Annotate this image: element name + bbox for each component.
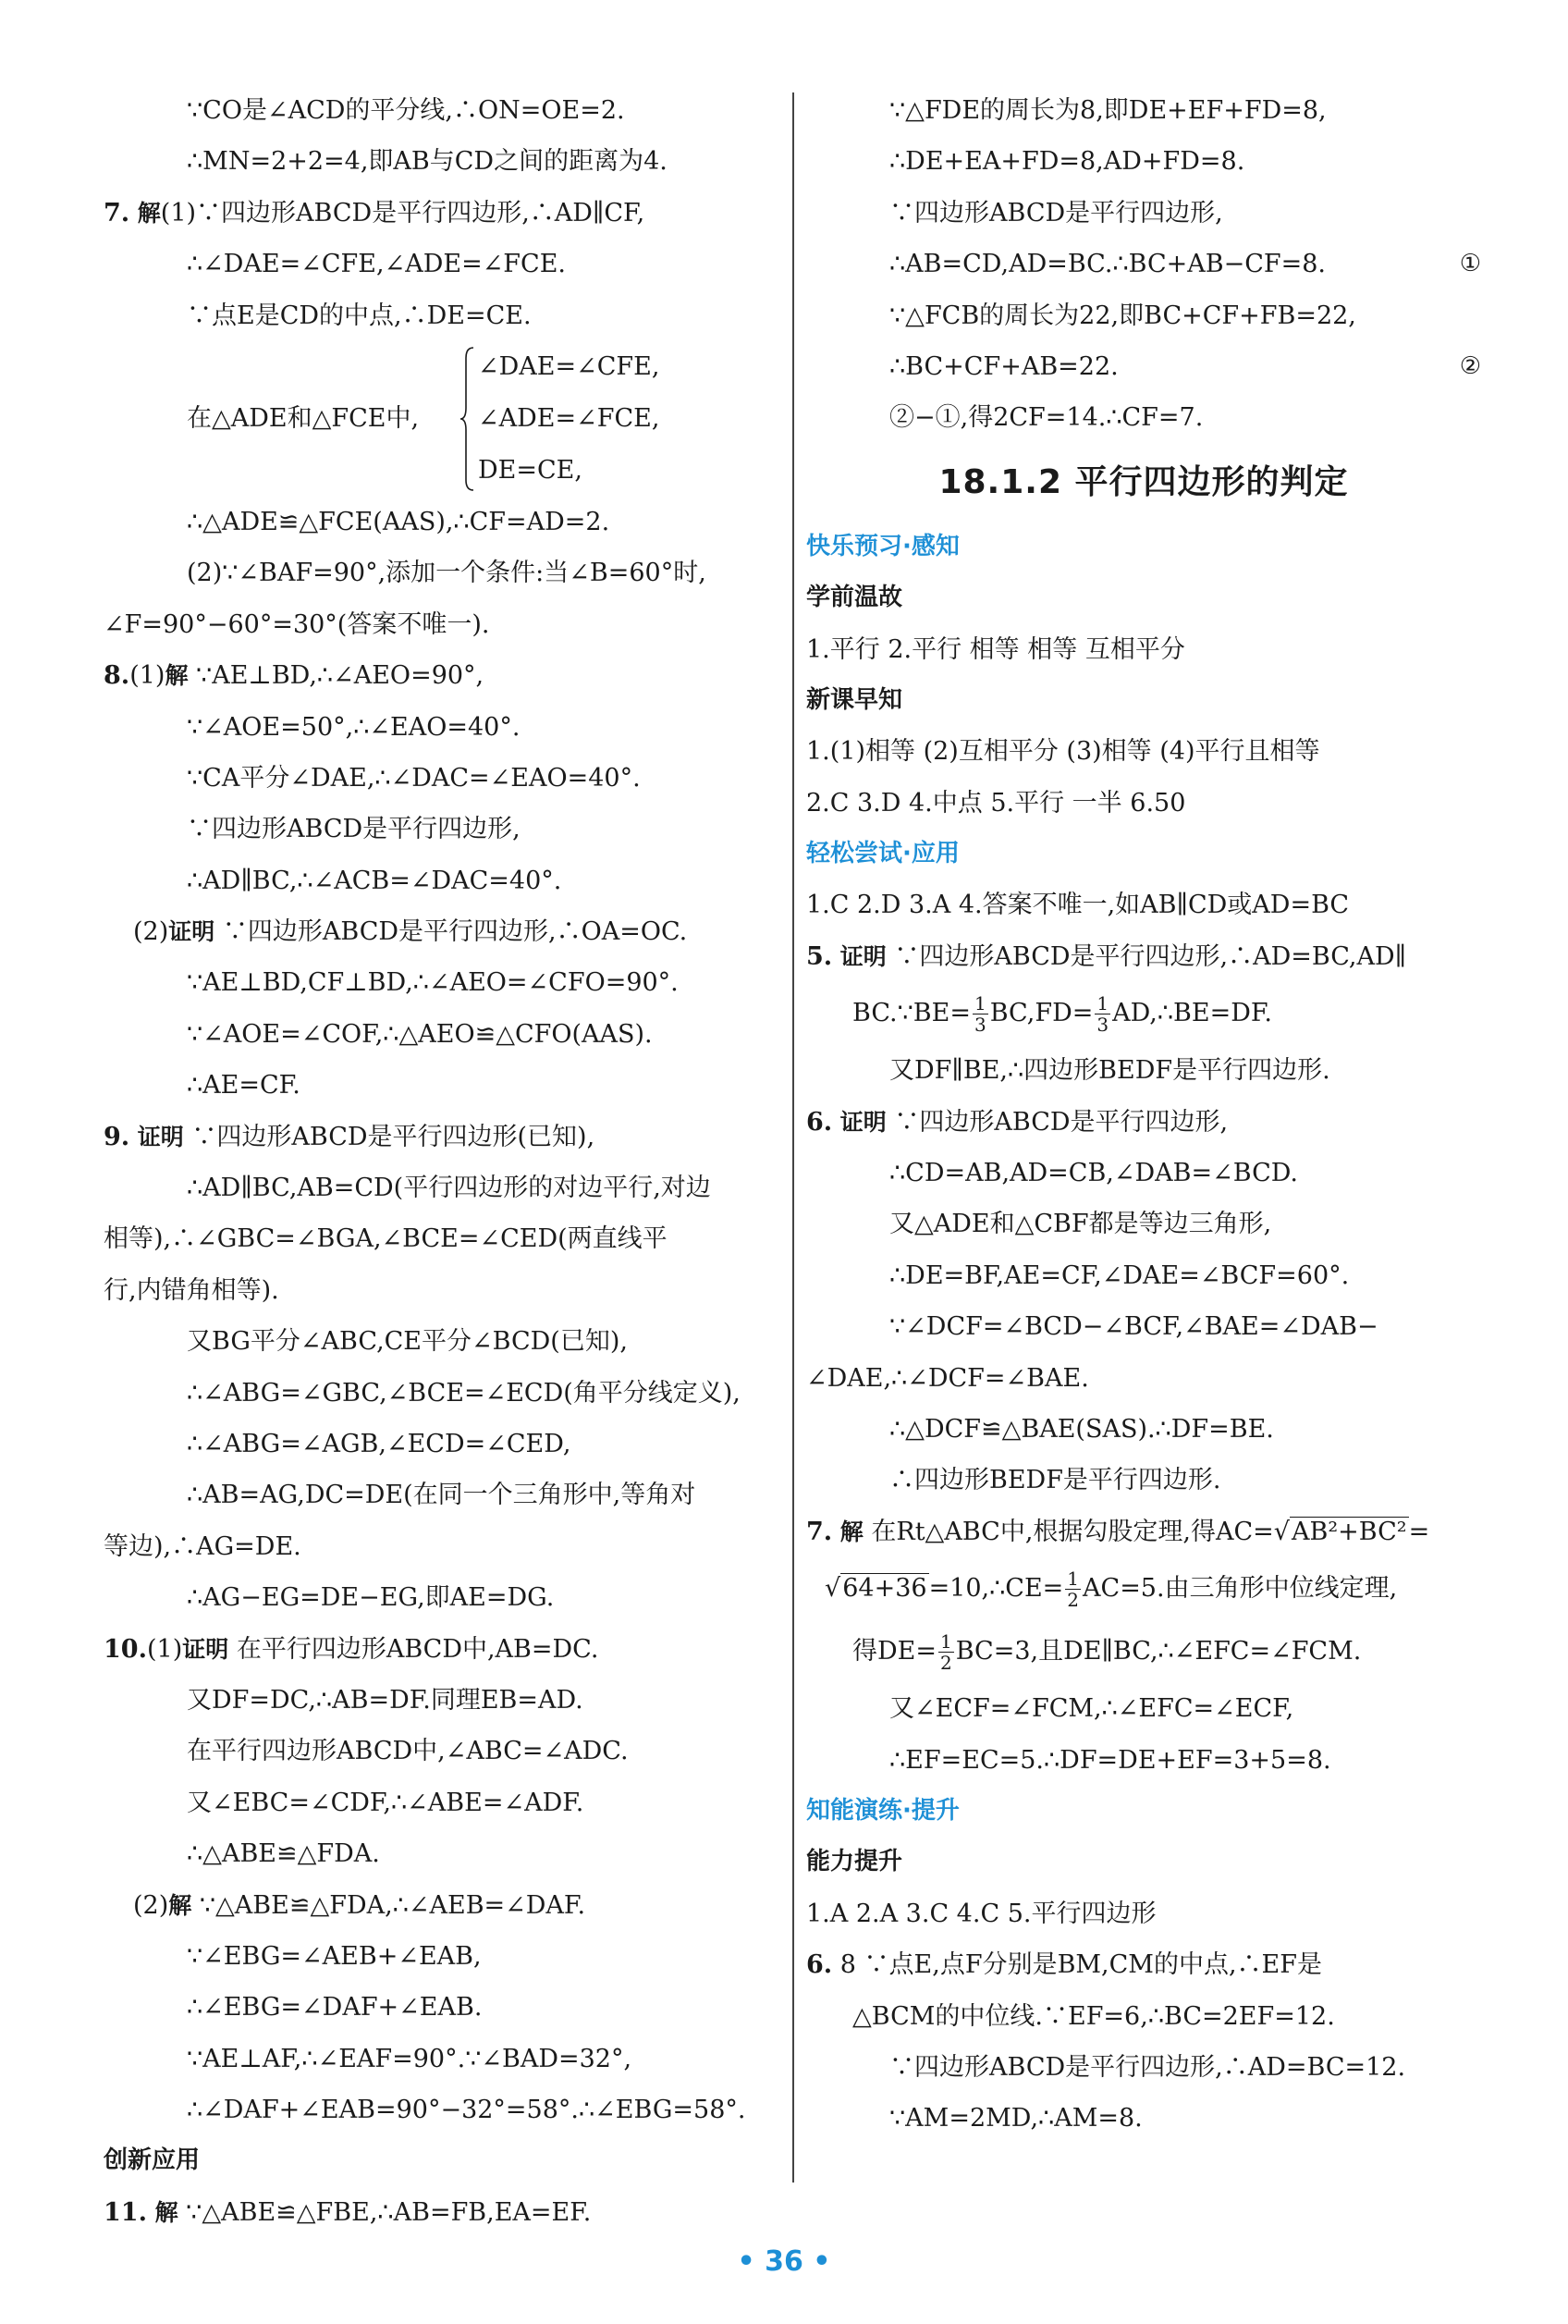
- text-line: 在平行四边形ABCD中,AB=DC.: [228, 1634, 599, 1664]
- solution-keyword: 解: [839, 1518, 864, 1545]
- text-line: 在△ADE和△FCE中,: [187, 403, 420, 433]
- question-number: 10.: [104, 1634, 147, 1664]
- text-line: ∵△FDE的周长为8,即DE+EF+FD=8,: [889, 96, 1327, 125]
- text-line: ∴∠EBG=∠DAF+∠EAB.: [187, 1993, 483, 2023]
- text-line: ∵∠EBG=∠AEB+∠EAB,: [187, 1941, 482, 1971]
- question-9: [104, 1112, 786, 1162]
- subsection-heading: 学前温故: [806, 584, 903, 612]
- question-number: 6.: [806, 1950, 833, 1980]
- text-line-with-mark: [806, 341, 1481, 392]
- text-fragment: BC,FD=: [989, 999, 1094, 1028]
- question-6-ability: [806, 1939, 1481, 1990]
- numerator: 1: [939, 1630, 952, 1654]
- question-11: [104, 2187, 786, 2238]
- question-number: 11.: [104, 2197, 147, 2227]
- answer-line: 1.平行 2.平行 相等 相等 互相平分: [806, 634, 1185, 664]
- fraction: [938, 1631, 954, 1673]
- part-label: (1): [129, 661, 165, 691]
- text-line: ∴四边形BEDF是平行四边形.: [889, 1466, 1221, 1495]
- text-line: ∴EF=EC=5.∴DF=DE+EF=3+5=8.: [889, 1745, 1331, 1775]
- proof-keyword: 证明: [168, 918, 215, 946]
- part-label: (2): [133, 917, 169, 947]
- text-line: ∴AB=CD,AD=BC.∴BC+AB−CF=8.: [889, 250, 1326, 279]
- question-8: [104, 650, 786, 701]
- text-line: ②−①,得2CF=14.∴CF=7.: [889, 403, 1204, 433]
- part-label: (2): [133, 1890, 169, 1920]
- left-brace-icon: [459, 347, 474, 491]
- subsection-heading: 创新应用: [104, 2146, 201, 2175]
- fraction: [1065, 1568, 1081, 1610]
- fraction-line: [806, 982, 1481, 1045]
- numerator: 1: [1096, 992, 1109, 1015]
- fraction-line: [806, 1557, 1481, 1620]
- proof-keyword: 证明: [839, 942, 887, 970]
- section-banner: 知能演练·提升: [806, 1796, 960, 1825]
- solution-keyword: 解: [165, 662, 189, 690]
- text-fragment: BC=3,且DE∥BC,∴∠EFC=∠FCM.: [955, 1637, 1362, 1666]
- section-banner: 快乐预习·感知: [806, 532, 960, 560]
- answer-line: 1.(1)相等 (2)互相平分 (3)相等 (4)平行且相等: [806, 737, 1320, 767]
- fraction: [1095, 993, 1110, 1035]
- question-number: 5.: [806, 941, 833, 971]
- text-line: ∵四边形ABCD是平行四边形,: [187, 815, 521, 844]
- text-line: ∵AE⊥AF,∴∠EAF=90°.∵∠BAD=32°,: [187, 2044, 632, 2073]
- text-line: ∴AG−EG=DE−EG,即AE=DG.: [187, 1583, 555, 1613]
- text-line: ∴△ADE≌△FCE(AAS),∴CF=AD=2.: [187, 507, 610, 536]
- fraction-line: [806, 1620, 1481, 1683]
- text-line: ∴MN=2+2=4,即AB与CD之间的距离为4.: [187, 147, 668, 177]
- sqrt-content: 64+36: [842, 1574, 927, 1604]
- section-banner: 轻松尝试·应用: [806, 840, 960, 868]
- text-fragment: 得DE=: [852, 1637, 937, 1666]
- question-5: [806, 931, 1481, 982]
- sqrt-content: AB²+BC²: [1292, 1517, 1407, 1546]
- text-fragment: =: [1408, 1517, 1430, 1546]
- text-line: ∵四边形ABCD是平行四边形,∴AD=BC=12.: [889, 2052, 1406, 2082]
- numerator: 1: [974, 992, 986, 1015]
- text-line: ∴DE=BF,AE=CF,∠DAE=∠BCF=60°.: [889, 1260, 1350, 1290]
- text-line: ∵AE⊥BD,CF⊥BD,∴∠AEO=∠CFO=90°.: [187, 968, 679, 998]
- solution-keyword: 解: [137, 199, 161, 227]
- text-line: ∠DAE,∴∠DCF=∠BAE.: [806, 1363, 1089, 1393]
- denominator: 3: [1096, 1014, 1109, 1037]
- text-line: ∴△ABE≌△FDA.: [187, 1839, 380, 1869]
- denominator: 3: [974, 1014, 986, 1037]
- text-line: ∴∠ABG=∠AGB,∠ECD=∠CED,: [187, 1429, 571, 1458]
- question-10: [104, 1624, 786, 1675]
- sqrt-sign: √: [825, 1574, 841, 1604]
- text-line: ∵四边形ABCD是平行四边形,: [889, 198, 1223, 227]
- question-10-part-2: [104, 1880, 786, 1931]
- text-line: ∴BC+CF+AB=22.: [889, 351, 1119, 381]
- proof-keyword: 证明: [839, 1108, 887, 1136]
- section-title: 18.1.2 平行四边形的判定: [938, 462, 1349, 501]
- text-line: ∵CA平分∠DAE,∴∠DAC=∠EAO=40°.: [187, 763, 641, 793]
- text-line: DE=CE,: [478, 455, 582, 485]
- text-line: 又DF=DC,∴AB=DF.同理EB=AD.: [187, 1685, 583, 1715]
- text-line: 又DF∥BE,∴四边形BEDF是平行四边形.: [889, 1056, 1330, 1086]
- text-line: ∠ADE=∠FCE,: [478, 403, 660, 433]
- text-fragment: =10,∴CE=: [928, 1574, 1064, 1604]
- congruence-brace-block: [104, 341, 786, 497]
- text-line: ∠F=90°−60°=30°(答案不唯一).: [104, 609, 490, 639]
- numerator: 1: [1067, 1568, 1080, 1591]
- part-label: (1): [146, 1634, 183, 1664]
- question-number: 6.: [806, 1107, 833, 1137]
- text-line: ∵四边形ABCD是平行四边形,∴OA=OC.: [214, 917, 688, 947]
- equation-mark: ②: [1459, 351, 1481, 380]
- text-line: ∴AD∥BC,∴∠ACB=∠DAC=40°.: [187, 866, 562, 895]
- text-fragment: AC=5.由三角形中位线定理,: [1083, 1574, 1398, 1604]
- text-line: (1)∵四边形ABCD是平行四边形,∴AD∥CF,: [160, 198, 645, 227]
- subsection-heading: 新课早知: [806, 685, 903, 714]
- answer-line: 1.A 2.A 3.C 4.C 5.平行四边形: [806, 1899, 1157, 1928]
- solution-keyword: 解: [168, 1891, 192, 1919]
- text-line: ∴AD∥BC,AB=CD(平行四边形的对边平行,对边: [187, 1174, 711, 1203]
- text-line: ∵AE⊥BD,∴∠AEO=90°,: [188, 661, 484, 691]
- text-line: ∴CD=AB,AD=CB,∠DAB=∠BCD.: [889, 1159, 1299, 1188]
- question-number: 9.: [104, 1122, 130, 1151]
- answer-line: 2.C 3.D 4.中点 5.平行 一半 6.50: [806, 788, 1186, 818]
- left-column: [104, 85, 786, 2238]
- text-line: 等边),∴AG=DE.: [104, 1531, 301, 1561]
- text-line: ∴∠ABG=∠GBC,∠BCE=∠ECD(角平分线定义),: [187, 1378, 741, 1408]
- text-line: ∵四边形ABCD是平行四边形,∴AD=BC,AD∥: [886, 941, 1407, 971]
- text-line: ∵点E是CD的中点,∴DE=CE.: [187, 301, 532, 330]
- text-fragment: 在Rt△ABC中,根据勾股定理,得AC=: [863, 1517, 1274, 1546]
- sqrt-sign: √: [1273, 1517, 1290, 1546]
- text-line: 又BG平分∠ABC,CE平分∠BCD(已知),: [187, 1327, 628, 1357]
- text-line: 又∠EBC=∠CDF,∴∠ABE=∠ADF.: [187, 1788, 584, 1817]
- text-line: ∴∠DAF+∠EAB=90°−32°=58°.∴∠EBG=58°.: [187, 2096, 746, 2125]
- question-7: [104, 188, 786, 239]
- text-line: 又△ADE和△CBF都是等边三角形,: [889, 1210, 1272, 1239]
- text-line: ∴∠DAE=∠CFE,∠ADE=∠FCE.: [187, 250, 566, 279]
- text-line: ∴AE=CF.: [187, 1071, 300, 1101]
- text-line: 相等),∴∠GBC=∠BGA,∠BCE=∠CED(两直线平: [104, 1224, 668, 1254]
- question-number: 8.: [104, 661, 130, 691]
- text-line-with-mark: [806, 239, 1481, 289]
- text-line: 8 ∵点E,点F分别是BM,CM的中点,∴EF是: [839, 1950, 1322, 1980]
- text-line: ∴△DCF≌△BAE(SAS).∴DF=BE.: [889, 1414, 1274, 1444]
- text-line: ∵CO是∠ACD的平分线,∴ON=OE=2.: [187, 96, 625, 125]
- right-column: [806, 85, 1481, 2145]
- text-line: (2)∵∠BAF=90°,添加一个条件:当∠B=60°时,: [187, 559, 706, 588]
- text-line: 行,内错角相等).: [104, 1275, 279, 1305]
- text-line: ∴AB=AG,DC=DE(在同一个三角形中,等角对: [187, 1481, 696, 1510]
- page-number: • 36 •: [737, 2245, 831, 2278]
- solution-keyword: 解: [154, 2198, 178, 2226]
- question-6: [806, 1097, 1481, 1148]
- question-number: 7.: [104, 198, 130, 227]
- text-line: ∵四边形ABCD是平行四边形(已知),: [183, 1122, 595, 1151]
- subsection-heading: 能力提升: [806, 1848, 903, 1876]
- equation-mark: ①: [1459, 250, 1481, 278]
- text-line: ∵∠AOE=∠COF,∴△AEO≌△CFO(AAS).: [187, 1019, 653, 1049]
- text-fragment: BC.∵BE=: [852, 999, 971, 1028]
- text-line: ∵∠AOE=50°,∴∠EAO=40°.: [187, 712, 521, 742]
- text-fragment: AD,∴BE=DF.: [1112, 999, 1272, 1028]
- denominator: 2: [939, 1652, 952, 1675]
- answer-line: 1.C 2.D 3.A 4.答案不唯一,如AB∥CD或AD=BC: [806, 891, 1350, 920]
- text-line: ∵AM=2MD,∴AM=8.: [889, 2104, 1143, 2133]
- text-line: 又∠ECF=∠FCM,∴∠EFC=∠ECF,: [889, 1694, 1294, 1724]
- text-line: ∵△ABE≌△FBE,∴AB=FB,EA=EF.: [178, 2197, 592, 2227]
- text-line: ∵△FCB的周长为22,即BC+CF+FB=22,: [889, 301, 1356, 330]
- text-line: ∵△ABE≌△FDA,∴∠AEB=∠DAF.: [191, 1890, 586, 1920]
- question-7-right: [806, 1506, 1481, 1557]
- text-line: △BCM的中位线.∵EF=6,∴BC=2EF=12.: [852, 2001, 1335, 2031]
- proof-keyword: 证明: [137, 1123, 184, 1150]
- fraction: [973, 993, 988, 1035]
- text-line: ∵四边形ABCD是平行四边形,: [886, 1107, 1229, 1137]
- denominator: 2: [1067, 1589, 1080, 1612]
- question-8-part-2: [104, 906, 786, 957]
- text-line: 在平行四边形ABCD中,∠ABC=∠ADC.: [187, 1737, 629, 1766]
- text-line: ∴DE+EA+FD=8,AD+FD=8.: [889, 147, 1245, 177]
- question-number: 7.: [806, 1517, 833, 1546]
- column-divider: [792, 92, 794, 2183]
- text-line: ∵∠DCF=∠BCD−∠BCF,∠BAE=∠DAB−: [889, 1312, 1378, 1342]
- proof-keyword: 证明: [182, 1635, 229, 1663]
- text-line: ∠DAE=∠CFE,: [478, 351, 660, 381]
